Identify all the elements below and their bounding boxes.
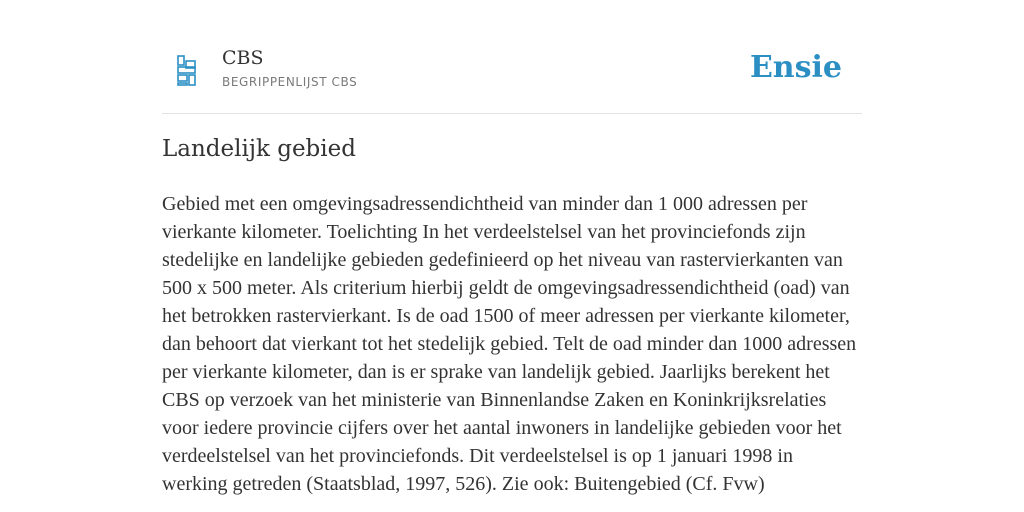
definition-text: Gebied met een omgevingsadressendichtheid van minder dan 1 000 adressen per vierkante kilometer. Toelichting In het verdeelstelsel van het provinciefonds zijn stedelijke en landelijke gebieden gedefinieerd op het niveau van rastervierkanten van 500 x 500 meter. Als criterium hierbij geldt de omgevingsadressendichtheid (oad) van het betrokken rastervierkant. Is de oad 1500 of meer adressen per vierkante kilometer, dan behoort dat vierkant tot het stedelijk gebied. Telt de oad minder dan 1000 adressen per vierkante kilometer, dan is er sprake van landelijk gebied. Jaarlijks berekent het CBS op verzoek van het ministerie van Binnenlandse Zaken en Koninkrijksrelaties voor iedere provincie cijfers over het aantal inwoners in landelijke gebieden voor het verdeelstelsel van het provinciefonds. Dit verdeelstelsel is op 1 januari 1998 in werking getreden (Staatsblad, 1997, 526). Zie ook: Buitengebied (Cf. Fvw): [162, 193, 857, 495]
org-subtitle[interactable]: BEGRIPPENLIJST CBS: [222, 75, 358, 89]
org-name[interactable]: CBS: [222, 47, 264, 69]
cbs-logo-icon[interactable]: [176, 55, 198, 87]
brand-logo[interactable]: Ensie: [749, 50, 842, 85]
page-title: Landelijk gebied: [162, 136, 356, 162]
header: [162, 40, 862, 114]
